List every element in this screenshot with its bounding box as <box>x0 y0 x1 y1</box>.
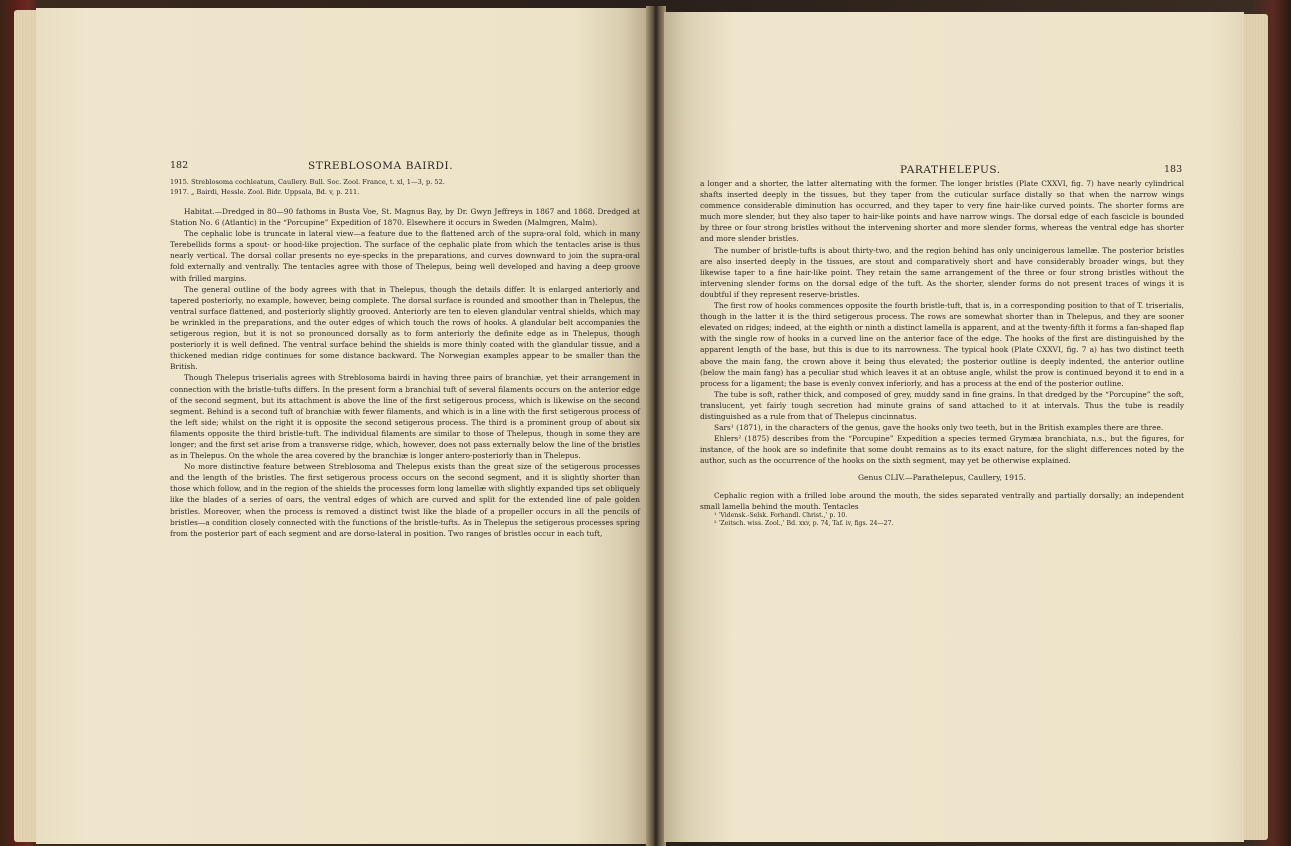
footnote: ¹ ‘Vidensk.-Selsk. Forhandl. Christ.,’ p. 10. <box>714 511 848 519</box>
synonymy-entry: 1917. „ Bairdi, Hessle. Zool. Bidr. Uppsala, Bd. v, p. 211. <box>170 187 360 196</box>
body-paragraph: The number of bristle-tufts is about thirty-two, and the region behind has only uncinigerous lamellæ. The posterior bristles are also inserted deeply in the tissues, are stout and comparatively short and have considerably broader wings, but they likewise taper to a fine hair-like point. They retain the same arrangement of the three or four strong bristles without the intervening slender forms on the dorsal edge of the tuft. As the shorter, slender forms do not present traces of wings it is doubtful if they represent reserve-bristles. <box>700 245 1184 299</box>
body-paragraph: Though Thelepus triserialis agrees with Streblosoma bairdi in having three pairs of branchiæ, yet their arrangement in connection with the bristle-tufts differs. In the present form a branchial tuft of several filaments occurs on the anterior edge of the second segment, but its attachment is above the line of the first setigerous process, which is likewise on the second segment. Behind is a second tuft of branchiæ with fewer filaments, and which is in a line with the first setigerous process of the left side; whilst on the right it is opposite the second setigerous process. The third is a prominent group of about six filaments opposite the third bristle-tuft. The individual filaments are similar to those of Thelepus, though in some they are longer; and the first set arise from a transverse ridge, which, however, does not pass externally below the line of the bristles as in Thelepus. On the whole the area covered by the branchiæ is longer antero-posteriorly than in Thelepus. <box>170 373 640 461</box>
synonymy-list <box>170 178 640 197</box>
body-paragraph: No more distinctive feature between Streblosoma and Thelepus exists than the great size of the setigerous processes and the length of the bristles. The first setigerous process occurs on the second segment, and it is slightly shorter than those which follow, and in the region of the shields the processes form long lamellæ with slightly expanded tips set obliquely like the blades of a series of oars, the ventral edges of which are curved and split for the extended line of pale golden bristles. Moreover, when the process is removed a distinct twist like the blade of a propeller occurs in all the pencils of bristles—a condition closely connected with the functions of the bristle-tufts. As in Thelepus the setigerous processes spring from the posterior part of each segment and are dorso-lateral in position. Two ranges of bristles occur in each tuft, <box>170 462 640 538</box>
body-paragraph: Ehlers² (1875) describes from the “Porcupine” Expedition a species termed Grymæa branchiata, n.s., but the figures, for instance, of the hook are so indefinite that some doubt remains as to its exact nature, for the slight differences noted by the author, such as the occurrence of the hooks on the sixth segment, may yet be otherwise explained. <box>700 434 1184 466</box>
genus-heading: Genus CLIV.—Parathelepus, Caullery, 1915. <box>857 473 1026 483</box>
habitat-paragraph: Habitat.—Dredged in 80—90 fathoms in Busta Voe, St. Magnus Bay, by Dr. Gwyn Jeffreys in 1867 and 1868. Dredged at Station No. 6 (Atlantic) in the “Porcupine” Expedition of 1870. Elsewhere it occurs in Sweden (Malmgren, Malm). <box>170 207 640 228</box>
body-paragraph: The cephalic lobe is truncate in lateral view—a feature due to the flattened arch of the supra-oral fold, which in many Terebellids forms a spout- or hood-like projection. The surface of the cephalic plate from which the tentacles arise is thus nearly vertical. The dorsal collar presents no eye-specks in the preparations, and curves downward to join the supra-oral fold externally and ventrally. The tentacles agree with those of Thelepus, being well developed and having a deep groove with frilled margins. <box>170 229 640 283</box>
right-body-text <box>700 178 1184 529</box>
book-gutter <box>646 6 666 846</box>
body-paragraph: Cephalic region with a frilled lobe around the mouth, the sides separated ventrally and partially dorsally; an independent small lamella behind the mouth. Tentacles <box>700 490 1184 511</box>
left-page <box>36 8 648 844</box>
left-body-text <box>170 206 640 539</box>
footnotes <box>700 512 1184 529</box>
right-page <box>664 12 1244 842</box>
body-paragraph: The tube is soft, rather thick, and composed of grey, muddy sand in fine grains. In that dredged by the “Porcupine” the soft, translucent, yet fairly tough secretion had minute grains of sand attached to it at intervals. Thus the tube is readily distinguished as a rule from that of Thelepus cincinnatus. <box>700 389 1184 421</box>
right-page-number: 183 <box>1164 164 1183 175</box>
body-paragraph: The first row of hooks commences opposite the fourth bristle-tuft, that is, in a corresponding position to that of T. triserialis, though in the latter it is the third setigerous process. The rows are somewhat shorter than in Thelepus, and they are sooner elevated on ridges; indeed, at the eighth or ninth a distinct lamella is apparent, and at the twenty-fifth it forms a fan-shaped flap with the single row of hooks in a curved line on the anterior face of the edge. The hooks of the first are distinguished by the apparent length of the base, but this is due to its narrowness. The typical hook (Plate CXXVI, fig. 7 a) has two distinct teeth above the main fang, the crown above it being thus elevated; the posterior outline is deeply indented, the anterior outline (below the main fang) has a peculiar stud which leaves it at an obtuse angle, whilst the prow is continued beyond it to end in a process for a ligament; the base is evenly convex inferiorly, and has a process at the end of the posterior outline. <box>700 301 1184 388</box>
right-page-edges <box>1240 14 1268 840</box>
body-paragraph: The general outline of the body agrees with that in Thelepus, though the details differ. It is enlarged anteriorly and tapered posteriorly, no example, however, being complete. The dorsal surface is rounded and smoother than in Thelepus, the ventral surface flattened, and posteriorly slightly grooved. Anteriorly are ten to eleven glandular ventral shields, which may be wrinkled in the preparations, and the outer edges of which touch the rows of hooks. A glandular belt accompanies the setigerous region, but it is not so pronounced dorsally as to form anteriorly the definite edge as in Thelepus, though posteriorly it is well defined. The ventral surface behind the shields is more thinly coated with the glandular tissue, and a thickened median ridge continues for some distance backward. The Norwegian examples appear to be smaller than the British. <box>170 284 640 372</box>
body-paragraph: a longer and a shorter, the latter alternating with the former. The longer bristles (Plate CXXVI, fig. 7) have nearly cylindrical shafts inserted deeply in the tissues, but they taper from the cuticular surface distally so that when the narrow wings commence considerable diminution has occurred, and they taper to very fine hair-like curved points. The shorter forms are much more slender, but they also taper to hair-like points and have narrow wings. The dorsal edge of each fascicle is bounded by three or four strong bristles without the intervening shorter and more slender forms, whereas the ventral edge has shorter and more slender bristles. <box>700 179 1184 244</box>
left-running-head: STREBLOSOMA BAIRDI. <box>308 160 454 172</box>
footnote: ² ‘Zeitsch. wiss. Zool.,’ Bd. xxv, p. 74, Taf. iv, figs. 24—27. <box>714 520 894 528</box>
left-page-number: 182 <box>170 160 189 171</box>
right-running-head: PARATHELEPUS. <box>900 164 1001 176</box>
synonymy-entry: 1915. Streblosoma cochleatum, Caullery. Bull. Soc. Zool. France, t. xl, 1—3, p. 52. <box>170 178 445 186</box>
body-paragraph: Sars¹ (1871), in the characters of the genus, gave the hooks only two teeth, but in the British examples there are three. <box>714 423 1164 433</box>
